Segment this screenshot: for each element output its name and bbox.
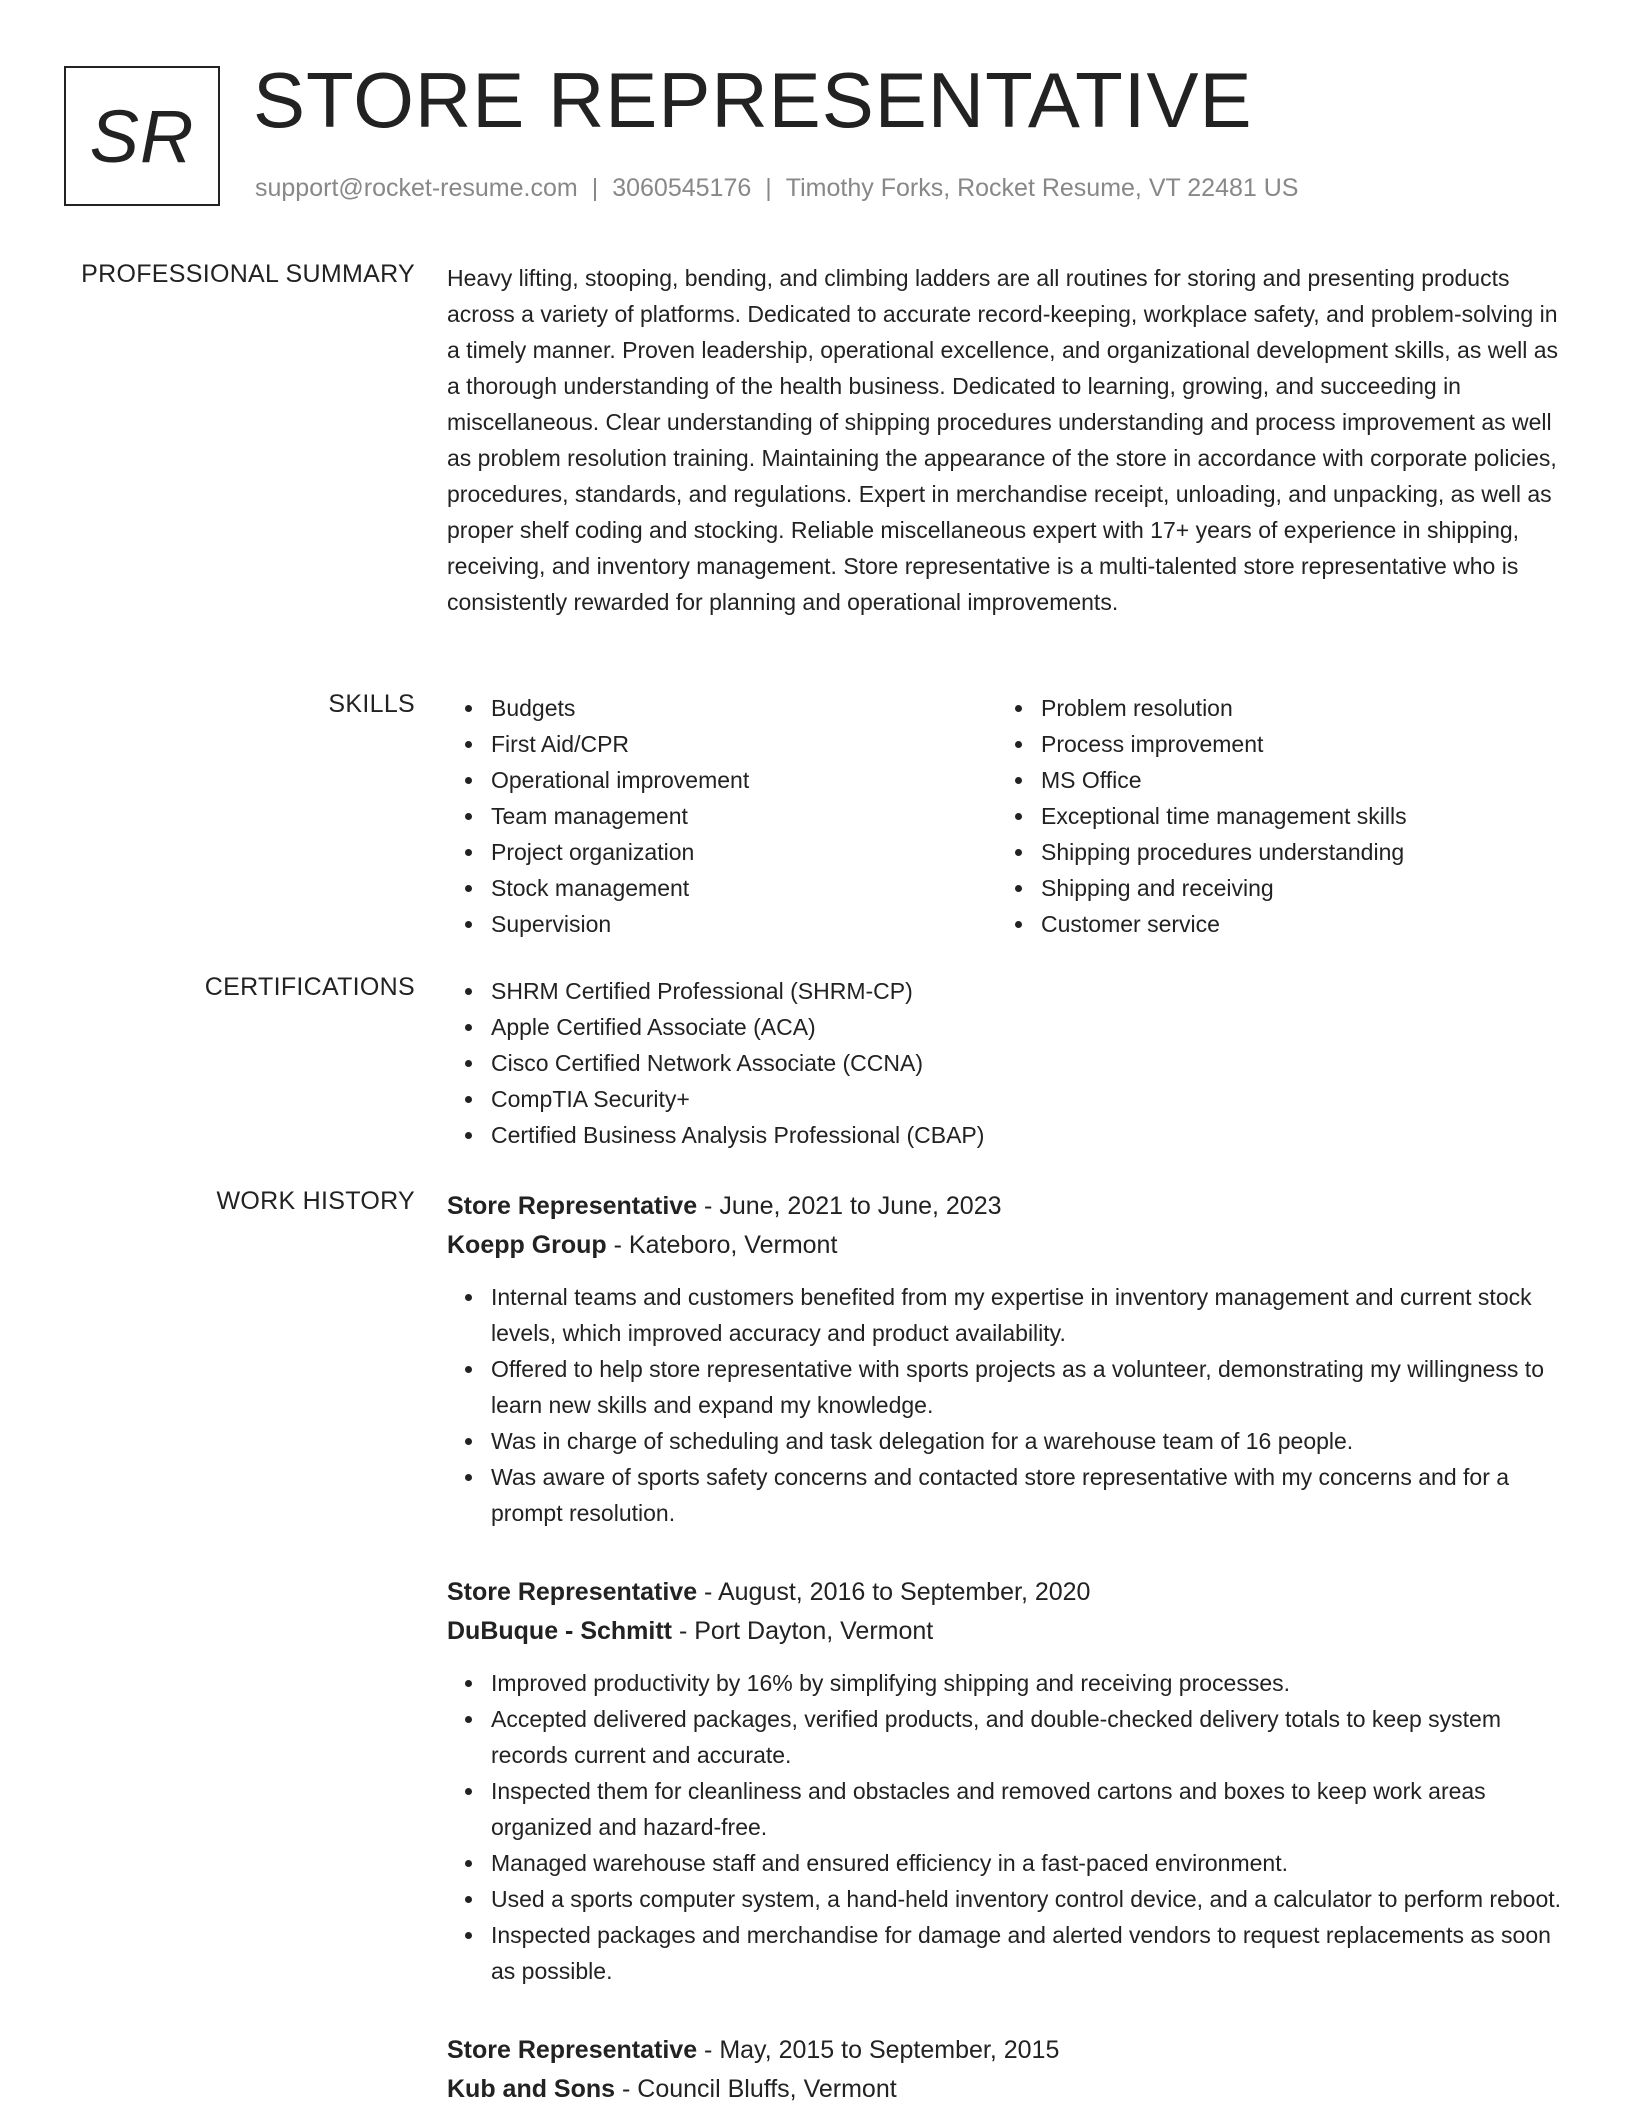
job-bullet: Inspected packages and merchandise for damage and alerted vendors to request replacements as soon as possible.	[491, 1917, 1567, 1989]
work-history-heading: WORK HISTORY	[216, 1187, 415, 1215]
certification-item: Certified Business Analysis Professional (CBAP)	[491, 1117, 1567, 1153]
work-history-body	[447, 1187, 1567, 2112]
job-role: Store Representative	[447, 2036, 698, 2064]
summary-body	[447, 260, 1567, 620]
skill-item: Project organization	[491, 834, 997, 870]
skill-item: Shipping and receiving	[1041, 870, 1547, 906]
skill-item: Stock management	[491, 870, 997, 906]
job-bullet: Used a sports computer system, a hand-held inventory control device, and a calculator to perform reboot.	[491, 1881, 1567, 1917]
skill-item: Exceptional time management skills	[1041, 798, 1547, 834]
job-bullet: Was aware of sports safety concerns and contacted store representative with my concerns and for a prompt resolution.	[491, 1459, 1567, 1531]
contact-separator: |	[765, 174, 772, 202]
skill-item: Customer service	[1041, 906, 1547, 942]
skill-item: Supervision	[491, 906, 997, 942]
skill-item: Shipping procedures understanding	[1041, 834, 1547, 870]
job-role: Store Representative	[447, 1192, 698, 1220]
skill-item: First Aid/CPR	[491, 726, 997, 762]
job-company: Kub and Sons	[447, 2075, 616, 2103]
skill-item: Operational improvement	[491, 762, 997, 798]
job-location: - Council Bluffs, Vermont	[615, 2075, 897, 2103]
skill-item: Team management	[491, 798, 997, 834]
monogram-box	[64, 66, 220, 206]
job-company-line	[447, 2070, 1567, 2109]
monogram-initials: SR	[89, 94, 195, 178]
job-location: - Port Dayton, Vermont	[672, 1617, 934, 1645]
certifications-body	[447, 973, 1567, 1153]
job-entry	[447, 1573, 1567, 1989]
resume-name: STORE REPRESENTATIVE	[253, 56, 1253, 144]
certification-item: SHRM Certified Professional (SHRM-CP)	[491, 973, 1567, 1009]
certification-item: Apple Certified Associate (ACA)	[491, 1009, 1567, 1045]
job-location: - Kateboro, Vermont	[606, 1231, 838, 1259]
job-dates: - June, 2021 to June, 2023	[697, 1192, 1002, 1220]
skills-columns	[447, 690, 1567, 942]
skill-item: MS Office	[1041, 762, 1547, 798]
skills-column-right	[997, 690, 1547, 942]
job-entry	[447, 2031, 1567, 2109]
contact-separator: |	[591, 174, 599, 202]
job-bullet: Internal teams and customers benefited from my expertise in inventory management and current stock levels, which improved accuracy and product availability.	[491, 1279, 1567, 1351]
job-title-line	[447, 1187, 1567, 1226]
certification-item: CompTIA Security+	[491, 1081, 1567, 1117]
job-entry	[447, 1187, 1567, 1531]
summary-text: Heavy lifting, stooping, bending, and climbing ladders are all routines for storing and presenting products across a variety of platforms. Dedicated to accurate record-keeping, workplace safety, and problem-solving in a timely manner. Proven leadership, operational excellence, and organizational development skills, as well as a thorough understanding of the health business. Dedicated to learning, growing, and succeeding in miscellaneous. Clear understanding of shipping procedures understanding and process improvement as well as problem resolution training. Maintaining the appearance of the store in accordance with corporate policies, procedures, standards, and regulations. Expert in merchandise receipt, unloading, and unpacking, as well as proper shelf coding and stocking. Reliable miscellaneous expert with 17+ years of experience in shipping, receiving, and inventory management. Store representative is a multi-talented store representative who is consistently rewarded for planning and operational improvements.	[447, 265, 1559, 615]
job-title-line	[447, 1573, 1567, 1612]
contact-phone: 3060545176	[612, 174, 752, 202]
job-role: Store Representative	[447, 1578, 698, 1606]
job-dates: - May, 2015 to September, 2015	[697, 2036, 1060, 2064]
job-bullet: Managed warehouse staff and ensured efficiency in a fast-paced environment.	[491, 1845, 1567, 1881]
skill-item: Budgets	[491, 690, 997, 726]
job-company: Koepp Group	[447, 1231, 607, 1259]
contact-address: Timothy Forks, Rocket Resume, VT 22481 US	[785, 174, 1299, 202]
skills-heading: SKILLS	[328, 690, 415, 718]
skills-body	[447, 690, 1567, 942]
certifications-heading: CERTIFICATIONS	[204, 973, 415, 1001]
job-title-line	[447, 2031, 1567, 2070]
skill-item: Process improvement	[1041, 726, 1547, 762]
job-company-line	[447, 1612, 1567, 1651]
contact-email: support@rocket-resume.com	[255, 174, 578, 202]
job-bullet: Was in charge of scheduling and task delegation for a warehouse team of 16 people.	[491, 1423, 1567, 1459]
job-bullet: Inspected them for cleanliness and obstacles and removed cartons and boxes to keep work areas organized and hazard-free.	[491, 1773, 1567, 1845]
job-company-line	[447, 1226, 1567, 1265]
skills-column-left	[447, 690, 997, 942]
job-dates: - August, 2016 to September, 2020	[697, 1578, 1091, 1606]
job-bullet: Offered to help store representative with sports projects as a volunteer, demonstrating my willingness to learn new skills and expand my knowledge.	[491, 1351, 1567, 1423]
certification-item: Cisco Certified Network Associate (CCNA)	[491, 1045, 1567, 1081]
skill-item: Problem resolution	[1041, 690, 1547, 726]
job-bullet: Accepted delivered packages, verified products, and double-checked delivery totals to keep system records current and accurate.	[491, 1701, 1567, 1773]
summary-heading: PROFESSIONAL SUMMARY	[81, 260, 415, 288]
job-company: DuBuque - Schmitt	[447, 1617, 672, 1645]
contact-line	[255, 174, 1298, 203]
job-bullet: Improved productivity by 16% by simplifying shipping and receiving processes.	[491, 1665, 1567, 1701]
